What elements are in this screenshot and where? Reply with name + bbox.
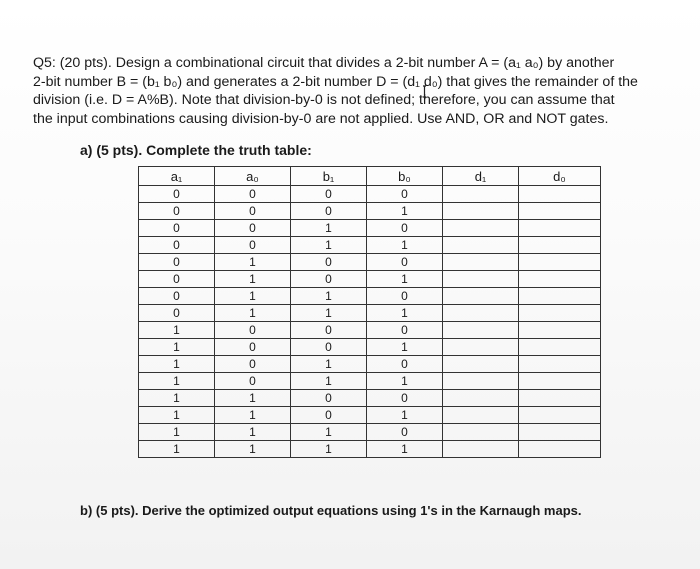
cell-b1: 1 <box>291 441 367 458</box>
cell-a1: 0 <box>139 237 215 254</box>
table-row <box>139 186 601 203</box>
cell-d1[interactable] <box>443 305 519 322</box>
cell-d1[interactable] <box>443 271 519 288</box>
table-row <box>139 356 601 373</box>
cell-d1[interactable] <box>443 288 519 305</box>
cell-d1[interactable] <box>443 254 519 271</box>
cell-b1: 1 <box>291 424 367 441</box>
cell-b0: 0 <box>367 424 443 441</box>
cell-b1: 0 <box>291 390 367 407</box>
cell-b0: 1 <box>367 237 443 254</box>
cell-a0: 0 <box>215 220 291 237</box>
cell-d0[interactable] <box>519 424 601 441</box>
cell-a0: 0 <box>215 186 291 203</box>
cell-a0: 0 <box>215 322 291 339</box>
cell-d1[interactable] <box>443 373 519 390</box>
text-cursor-icon <box>420 85 434 99</box>
cell-d1[interactable] <box>443 203 519 220</box>
cell-a1: 0 <box>139 254 215 271</box>
table-row <box>139 407 601 424</box>
cell-a0: 0 <box>215 237 291 254</box>
cell-d0[interactable] <box>519 220 601 237</box>
cell-b0: 0 <box>367 254 443 271</box>
table-row <box>139 390 601 407</box>
cell-b1: 0 <box>291 322 367 339</box>
part-a-label: a) <box>80 142 93 158</box>
cell-b0: 1 <box>367 407 443 424</box>
header-b1: b₁ <box>291 167 367 186</box>
truth-table-body <box>139 186 601 458</box>
cell-a0: 1 <box>215 390 291 407</box>
cell-a1: 1 <box>139 356 215 373</box>
cell-b1: 1 <box>291 356 367 373</box>
question-line: 2-bit number B = (b₁ b₀) and generates a 2-bit number D = (d₁ d₀) that gives the remainder of the <box>33 73 638 90</box>
cell-a0: 1 <box>215 305 291 322</box>
part-b-label: b) <box>80 503 93 518</box>
cell-b0: 0 <box>367 322 443 339</box>
cell-d0[interactable] <box>519 254 601 271</box>
cell-d0[interactable] <box>519 203 601 220</box>
cell-a0: 0 <box>215 356 291 373</box>
question-line: division (i.e. D = A%B). Note that division-by-0 is not defined; therefore, you can assume that <box>33 92 615 108</box>
cell-a0: 0 <box>215 373 291 390</box>
cell-a1: 1 <box>139 373 215 390</box>
cell-d0[interactable] <box>519 339 601 356</box>
cell-d0[interactable] <box>519 186 601 203</box>
cell-b1: 0 <box>291 186 367 203</box>
cell-a1: 0 <box>139 271 215 288</box>
part-b-heading <box>80 503 582 518</box>
cell-d0[interactable] <box>519 237 601 254</box>
cell-a0: 0 <box>215 339 291 356</box>
cell-a1: 0 <box>139 288 215 305</box>
header-d1: d₁ <box>443 167 519 186</box>
cell-d0[interactable] <box>519 322 601 339</box>
table-row <box>139 441 601 458</box>
question-text <box>33 54 638 128</box>
table-row <box>139 339 601 356</box>
cell-a0: 1 <box>215 424 291 441</box>
cell-a1: 0 <box>139 203 215 220</box>
table-row <box>139 254 601 271</box>
cell-a0: 1 <box>215 254 291 271</box>
part-a-text: (5 pts). Complete the truth table: <box>96 142 312 158</box>
cell-b0: 1 <box>367 339 443 356</box>
cell-b0: 0 <box>367 356 443 373</box>
header-a1: a₁ <box>139 167 215 186</box>
header-d0: d₀ <box>519 167 601 186</box>
cell-b0: 0 <box>367 186 443 203</box>
cell-b1: 1 <box>291 237 367 254</box>
cell-d0[interactable] <box>519 271 601 288</box>
cell-a0: 1 <box>215 407 291 424</box>
cell-b0: 0 <box>367 220 443 237</box>
cell-b1: 0 <box>291 254 367 271</box>
cell-b0: 1 <box>367 373 443 390</box>
cell-d1[interactable] <box>443 356 519 373</box>
cell-b0: 1 <box>367 441 443 458</box>
cell-d1[interactable] <box>443 390 519 407</box>
cell-a1: 1 <box>139 424 215 441</box>
table-row <box>139 271 601 288</box>
table-row <box>139 305 601 322</box>
cell-a0: 0 <box>215 203 291 220</box>
question-line: Q5: (20 pts). Design a combinational circuit that divides a 2-bit number A = (a₁ a₀) by another <box>33 55 615 71</box>
cell-b1: 0 <box>291 339 367 356</box>
cell-a1: 0 <box>139 220 215 237</box>
table-row <box>139 203 601 220</box>
cell-a1: 1 <box>139 339 215 356</box>
cell-a1: 1 <box>139 441 215 458</box>
cell-a0: 1 <box>215 441 291 458</box>
cell-a1: 1 <box>139 390 215 407</box>
cell-d1[interactable] <box>443 186 519 203</box>
cell-b0: 1 <box>367 271 443 288</box>
cell-d0[interactable] <box>519 288 601 305</box>
cell-b1: 1 <box>291 220 367 237</box>
cell-b0: 1 <box>367 305 443 322</box>
header-b0: b₀ <box>367 167 443 186</box>
cell-d0[interactable] <box>519 390 601 407</box>
cell-b0: 0 <box>367 390 443 407</box>
cell-b1: 1 <box>291 288 367 305</box>
cell-b0: 0 <box>367 288 443 305</box>
cell-d0[interactable] <box>519 441 601 458</box>
cell-b1: 0 <box>291 271 367 288</box>
cell-d1[interactable] <box>443 441 519 458</box>
header-a0: a₀ <box>215 167 291 186</box>
cell-b0: 1 <box>367 203 443 220</box>
table-row <box>139 424 601 441</box>
cell-b1: 0 <box>291 203 367 220</box>
cell-d1[interactable] <box>443 322 519 339</box>
table-row <box>139 237 601 254</box>
table-row <box>139 288 601 305</box>
cell-a0: 1 <box>215 288 291 305</box>
cell-d1[interactable] <box>443 424 519 441</box>
truth-table-header-row <box>139 167 601 186</box>
cell-a0: 1 <box>215 271 291 288</box>
cell-d1[interactable] <box>443 237 519 254</box>
truth-table <box>138 166 601 458</box>
table-row <box>139 373 601 390</box>
cell-b1: 0 <box>291 407 367 424</box>
part-b-text: (5 pts). Derive the optimized output equations using 1's in the Karnaugh maps. <box>95 503 582 518</box>
cell-d0[interactable] <box>519 373 601 390</box>
cell-a1: 1 <box>139 322 215 339</box>
table-row <box>139 322 601 339</box>
cell-b1: 1 <box>291 373 367 390</box>
cell-a1: 1 <box>139 407 215 424</box>
cell-a1: 0 <box>139 305 215 322</box>
cell-d1[interactable] <box>443 339 519 356</box>
cell-d0[interactable] <box>519 305 601 322</box>
cell-d1[interactable] <box>443 407 519 424</box>
cell-d0[interactable] <box>519 407 601 424</box>
cell-b1: 1 <box>291 305 367 322</box>
part-a-heading <box>80 142 312 158</box>
cell-d1[interactable] <box>443 220 519 237</box>
table-row <box>139 220 601 237</box>
cell-a1: 0 <box>139 186 215 203</box>
cell-d0[interactable] <box>519 356 601 373</box>
question-line: the input combinations causing division-by-0 are not applied. Use AND, OR and NOT gates. <box>33 110 609 127</box>
